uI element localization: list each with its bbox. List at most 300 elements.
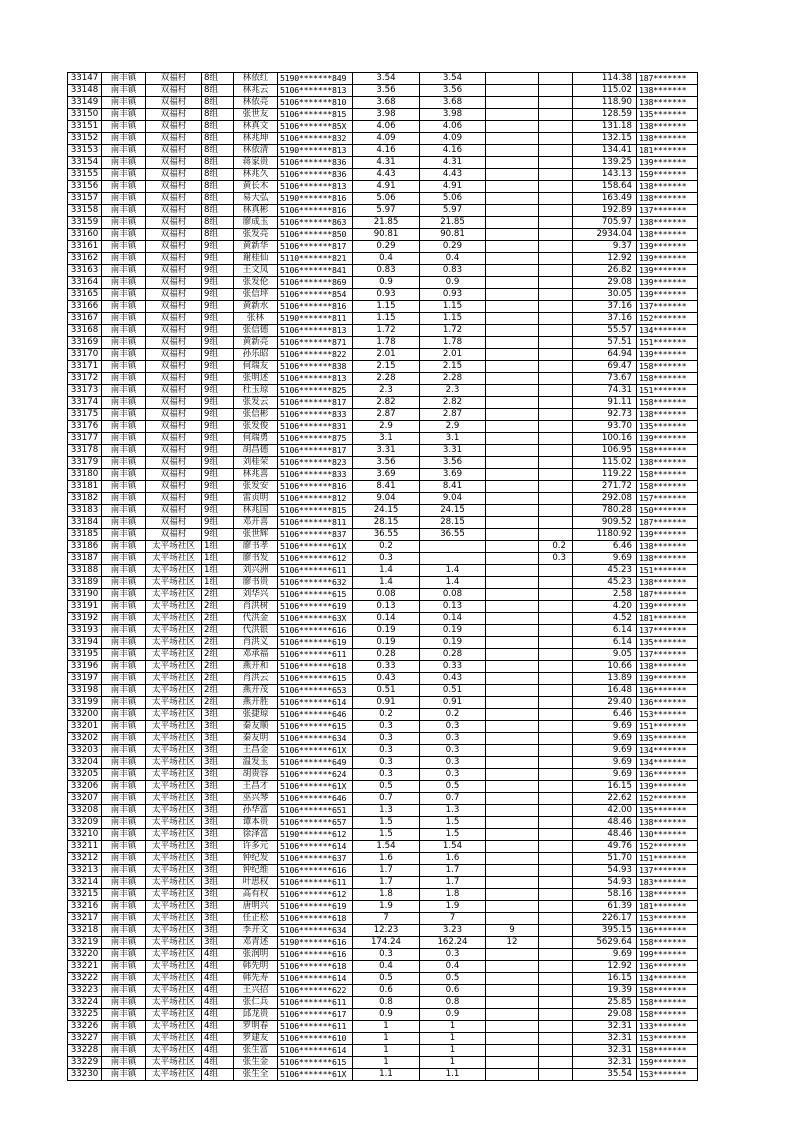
area-col-c-cell: 0.2 [539,541,573,553]
area-col-b-cell [486,313,539,325]
town-cell: 南丰镇 [102,409,146,421]
area-total-cell: 0.91 [353,697,420,709]
table-row [68,1045,698,1057]
area-col-a-cell: 0.4 [420,253,486,265]
area-col-a-cell: 3.69 [420,469,486,481]
group-cell: 8组 [202,73,234,85]
name-cell: 张世友 [234,109,278,121]
group-cell: 3组 [202,793,234,805]
village-cell: 太平场社区 [146,889,202,901]
row-number-cell: 33188 [68,565,102,577]
area-total-cell: 24.15 [353,505,420,517]
phone-cell: 138******* [637,541,698,553]
area-col-c-cell [539,997,573,1009]
amount-cell: 115.02 [573,457,637,469]
village-cell: 太平场社区 [146,721,202,733]
town-cell: 南丰镇 [102,277,146,289]
id-number-cell: 5106*******624 [278,769,353,781]
amount-cell: 9.69 [573,769,637,781]
group-cell: 3组 [202,877,234,889]
phone-cell: 136******* [637,697,698,709]
row-number-cell: 33195 [68,649,102,661]
town-cell: 南丰镇 [102,505,146,517]
id-number-cell: 5106*******813 [278,373,353,385]
amount-cell: 48.46 [573,817,637,829]
area-col-b-cell [486,505,539,517]
phone-cell: 158******* [637,1045,698,1057]
table-row [68,313,698,325]
town-cell: 南丰镇 [102,457,146,469]
id-number-cell: 5106*******611 [278,877,353,889]
area-total-cell: 3.98 [353,109,420,121]
name-cell: 林真彬 [234,205,278,217]
area-col-b-cell [486,217,539,229]
row-number-cell: 33190 [68,589,102,601]
area-col-b-cell [486,457,539,469]
name-cell: 林依清 [234,145,278,157]
group-cell: 3组 [202,937,234,949]
amount-cell: 16.15 [573,973,637,985]
table-row [68,1057,698,1069]
amount-cell: 35.54 [573,1069,637,1081]
table-row [68,733,698,745]
name-cell: 罗建友 [234,1033,278,1045]
village-cell: 太平场社区 [146,841,202,853]
village-cell: 双福村 [146,157,202,169]
table-row [68,445,698,457]
name-cell: 张信彬 [234,409,278,421]
area-col-b-cell [486,601,539,613]
town-cell: 南丰镇 [102,733,146,745]
id-number-cell: 5106*******618 [278,913,353,925]
area-col-b-cell [486,265,539,277]
area-col-c-cell [539,577,573,589]
town-cell: 南丰镇 [102,325,146,337]
amount-cell: 32.31 [573,1033,637,1045]
phone-cell: 136******* [637,685,698,697]
area-col-a-cell: 3.56 [420,457,486,469]
id-number-cell: 5106*******816 [278,301,353,313]
name-cell: 张发云 [234,397,278,409]
area-col-b-cell [486,733,539,745]
village-cell: 双福村 [146,265,202,277]
row-number-cell: 33148 [68,85,102,97]
row-number-cell: 33193 [68,625,102,637]
name-cell: 廖成玉 [234,217,278,229]
town-cell: 南丰镇 [102,337,146,349]
table-row [68,1021,698,1033]
phone-cell: 187******* [637,73,698,85]
area-col-b-cell [486,973,539,985]
group-cell: 3组 [202,925,234,937]
amount-cell: 780.28 [573,505,637,517]
table-row [68,637,698,649]
area-col-a-cell: 1.15 [420,313,486,325]
area-total-cell: 2.9 [353,421,420,433]
village-cell: 双福村 [146,433,202,445]
group-cell: 3组 [202,901,234,913]
area-total-cell: 0.3 [353,745,420,757]
id-number-cell: 5106*******616 [278,865,353,877]
name-cell: 肖洪云 [234,673,278,685]
area-col-c-cell [539,517,573,529]
amount-cell: 64.94 [573,349,637,361]
area-total-cell: 1.15 [353,313,420,325]
area-total-cell: 0.6 [353,985,420,997]
area-col-a-cell: 0.7 [420,793,486,805]
table-row [68,289,698,301]
amount-cell: 42.00 [573,805,637,817]
area-col-b-cell [486,337,539,349]
row-number-cell: 33180 [68,469,102,481]
area-col-b-cell [486,589,539,601]
village-cell: 太平场社区 [146,769,202,781]
table-row [68,73,698,85]
town-cell: 南丰镇 [102,421,146,433]
area-col-b-cell [486,769,539,781]
row-number-cell: 33174 [68,397,102,409]
group-cell: 9组 [202,325,234,337]
row-number-cell: 33161 [68,241,102,253]
area-col-c-cell [539,841,573,853]
group-cell: 2组 [202,673,234,685]
row-number-cell: 33199 [68,697,102,709]
name-cell: 林兆国 [234,505,278,517]
group-cell: 9组 [202,517,234,529]
town-cell: 南丰镇 [102,145,146,157]
area-col-c-cell [539,397,573,409]
table-row [68,781,698,793]
town-cell: 南丰镇 [102,217,146,229]
area-col-b-cell [486,817,539,829]
amount-cell: 192.89 [573,205,637,217]
table-row [68,85,698,97]
table-row [68,697,698,709]
area-col-c-cell [539,661,573,673]
area-total-cell: 5.06 [353,193,420,205]
phone-cell: 139******* [637,349,698,361]
town-cell: 南丰镇 [102,85,146,97]
area-col-c-cell [539,193,573,205]
table-row [68,661,698,673]
name-cell: 代洪金 [234,613,278,625]
area-col-c-cell [539,409,573,421]
name-cell: 邓青述 [234,937,278,949]
name-cell: 谭本贵 [234,817,278,829]
phone-cell: 187******* [637,589,698,601]
area-col-c-cell [539,361,573,373]
table-row [68,673,698,685]
town-cell: 南丰镇 [102,577,146,589]
name-cell: 巫兴琴 [234,793,278,805]
row-number-cell: 33213 [68,865,102,877]
amount-cell: 12.92 [573,253,637,265]
row-number-cell: 33214 [68,877,102,889]
group-cell: 3组 [202,865,234,877]
name-cell: 秦友明 [234,733,278,745]
area-col-c-cell [539,469,573,481]
row-number-cell: 33227 [68,1033,102,1045]
row-number-cell: 33149 [68,97,102,109]
area-col-c-cell [539,697,573,709]
row-number-cell: 33151 [68,121,102,133]
phone-cell: 135******* [637,109,698,121]
area-col-c-cell [539,265,573,277]
group-cell: 4组 [202,949,234,961]
amount-cell: 54.93 [573,877,637,889]
amount-cell: 9.69 [573,733,637,745]
amount-cell: 49.76 [573,841,637,853]
area-col-a-cell: 2.82 [420,397,486,409]
village-cell: 太平场社区 [146,781,202,793]
area-col-b-cell [486,781,539,793]
phone-cell: 150******* [637,505,698,517]
area-col-b-cell [486,949,539,961]
id-number-cell: 5106*******615 [278,1057,353,1069]
area-total-cell: 0.93 [353,289,420,301]
area-col-c-cell [539,301,573,313]
area-col-c-cell [539,721,573,733]
area-col-a-cell: 0.3 [420,733,486,745]
area-total-cell: 90.81 [353,229,420,241]
area-col-c-cell [539,493,573,505]
amount-cell: 26.82 [573,265,637,277]
village-cell: 双福村 [146,73,202,85]
area-total-cell: 0.14 [353,613,420,625]
id-number-cell: 5106*******612 [278,889,353,901]
area-col-b-cell [486,577,539,589]
area-total-cell: 4.06 [353,121,420,133]
area-col-a-cell: 5.06 [420,193,486,205]
area-total-cell: 36.55 [353,529,420,541]
area-col-b-cell [486,1033,539,1045]
area-col-c-cell [539,589,573,601]
table-row [68,709,698,721]
town-cell: 南丰镇 [102,721,146,733]
village-cell: 太平场社区 [146,649,202,661]
table-row [68,325,698,337]
table-row [68,265,698,277]
amount-cell: 6.14 [573,625,637,637]
area-col-b-cell [486,985,539,997]
name-cell: 温发玉 [234,757,278,769]
row-number-cell: 33179 [68,457,102,469]
group-cell: 8组 [202,169,234,181]
area-total-cell: 1.4 [353,577,420,589]
phone-cell: 138******* [637,661,698,673]
area-col-c-cell [539,865,573,877]
town-cell: 南丰镇 [102,1069,146,1081]
amount-cell: 37.16 [573,313,637,325]
area-col-c-cell [539,949,573,961]
area-col-c-cell [539,793,573,805]
phone-cell: 134******* [637,757,698,769]
table-row [68,205,698,217]
town-cell: 南丰镇 [102,601,146,613]
group-cell: 9组 [202,457,234,469]
phone-cell: 136******* [637,961,698,973]
group-cell: 9组 [202,409,234,421]
row-number-cell: 33183 [68,505,102,517]
phone-cell: 138******* [637,889,698,901]
id-number-cell: 5106*******615 [278,673,353,685]
area-col-c-cell [539,565,573,577]
town-cell: 南丰镇 [102,193,146,205]
area-col-b-cell [486,889,539,901]
area-col-a-cell: 24.15 [420,505,486,517]
row-number-cell: 33182 [68,493,102,505]
village-cell: 双福村 [146,229,202,241]
village-cell: 双福村 [146,205,202,217]
area-col-a-cell: 1.4 [420,577,486,589]
name-cell: 孙华富 [234,805,278,817]
town-cell: 南丰镇 [102,1009,146,1021]
table-row [68,181,698,193]
row-number-cell: 33178 [68,445,102,457]
table-row [68,745,698,757]
phone-cell: 158******* [637,361,698,373]
name-cell: 杜玉琼 [234,385,278,397]
town-cell: 南丰镇 [102,985,146,997]
amount-cell: 32.31 [573,1045,637,1057]
area-col-c-cell [539,901,573,913]
id-number-cell: 5106*******651 [278,805,353,817]
village-cell: 太平场社区 [146,1069,202,1081]
name-cell: 林兆云 [234,85,278,97]
id-number-cell: 5106*******871 [278,337,353,349]
area-col-a-cell: 4.31 [420,157,486,169]
town-cell: 南丰镇 [102,109,146,121]
phone-cell: 158******* [637,997,698,1009]
village-cell: 太平场社区 [146,817,202,829]
id-number-cell: 5106*******815 [278,505,353,517]
area-total-cell: 4.09 [353,133,420,145]
area-col-a-cell: 1.7 [420,877,486,889]
id-number-cell: 5190*******849 [278,73,353,85]
town-cell: 南丰镇 [102,805,146,817]
area-col-a-cell: 9.04 [420,493,486,505]
area-col-c-cell [539,229,573,241]
row-number-cell: 33211 [68,841,102,853]
town-cell: 南丰镇 [102,649,146,661]
area-col-c-cell [539,73,573,85]
area-col-a-cell: 0.9 [420,1009,486,1021]
area-col-b-cell [486,469,539,481]
area-col-a-cell: 2.15 [420,361,486,373]
area-col-b-cell [486,433,539,445]
village-cell: 太平场社区 [146,637,202,649]
row-number-cell: 33223 [68,985,102,997]
name-cell: 张生富 [234,1045,278,1057]
area-col-c-cell [539,85,573,97]
area-col-b-cell [486,373,539,385]
group-cell: 9组 [202,445,234,457]
table-row [68,877,698,889]
area-col-c-cell [539,889,573,901]
area-col-a-cell: 0.19 [420,625,486,637]
area-total-cell: 1.15 [353,301,420,313]
group-cell: 9组 [202,481,234,493]
id-number-cell: 5106*******614 [278,1045,353,1057]
amount-cell: 128.59 [573,109,637,121]
table-row [68,553,698,565]
phone-cell: 135******* [637,733,698,745]
area-col-b-cell [486,169,539,181]
village-cell: 太平场社区 [146,865,202,877]
row-number-cell: 33206 [68,781,102,793]
table-row [68,649,698,661]
row-number-cell: 33184 [68,517,102,529]
town-cell: 南丰镇 [102,169,146,181]
name-cell: 邓承福 [234,649,278,661]
name-cell: 林依红 [234,73,278,85]
area-col-c-cell [539,505,573,517]
amount-cell: 73.67 [573,373,637,385]
town-cell: 南丰镇 [102,205,146,217]
area-col-c-cell [539,109,573,121]
table-row [68,985,698,997]
amount-cell: 139.25 [573,157,637,169]
area-col-b-cell [486,301,539,313]
village-cell: 双福村 [146,85,202,97]
name-cell: 雷贞明 [234,493,278,505]
village-cell: 双福村 [146,361,202,373]
group-cell: 9组 [202,373,234,385]
table-row [68,937,698,949]
village-cell: 双福村 [146,169,202,181]
area-col-a-cell: 28.15 [420,517,486,529]
area-col-a-cell: 3.31 [420,445,486,457]
area-col-a-cell: 2.9 [420,421,486,433]
amount-cell: 395.15 [573,925,637,937]
amount-cell: 119.22 [573,469,637,481]
village-cell: 双福村 [146,457,202,469]
phone-cell: 153******* [637,709,698,721]
phone-cell: 151******* [637,337,698,349]
town-cell: 南丰镇 [102,949,146,961]
area-col-a-cell [420,541,486,553]
table-row [68,1009,698,1021]
row-number-cell: 33186 [68,541,102,553]
group-cell: 9组 [202,421,234,433]
amount-cell: 9.69 [573,949,637,961]
area-total-cell: 0.9 [353,277,420,289]
table-row [68,829,698,841]
village-cell: 太平场社区 [146,553,202,565]
area-col-b-cell: 12 [486,937,539,949]
amount-cell: 12.92 [573,961,637,973]
id-number-cell: 5106*******657 [278,817,353,829]
area-col-a-cell: 1.7 [420,865,486,877]
group-cell: 4组 [202,1045,234,1057]
group-cell: 3组 [202,757,234,769]
area-col-c-cell [539,241,573,253]
group-cell: 9组 [202,289,234,301]
table-row [68,133,698,145]
area-total-cell: 2.3 [353,385,420,397]
row-number-cell: 33155 [68,169,102,181]
name-cell: 罗明春 [234,1021,278,1033]
phone-cell: 139******* [637,289,698,301]
id-number-cell: 5106*******85X [278,121,353,133]
area-col-c-cell [539,385,573,397]
area-col-b-cell [486,157,539,169]
area-col-b-cell [486,517,539,529]
row-number-cell: 33217 [68,913,102,925]
amount-cell: 45.23 [573,565,637,577]
area-total-cell: 1.6 [353,853,420,865]
town-cell: 南丰镇 [102,757,146,769]
